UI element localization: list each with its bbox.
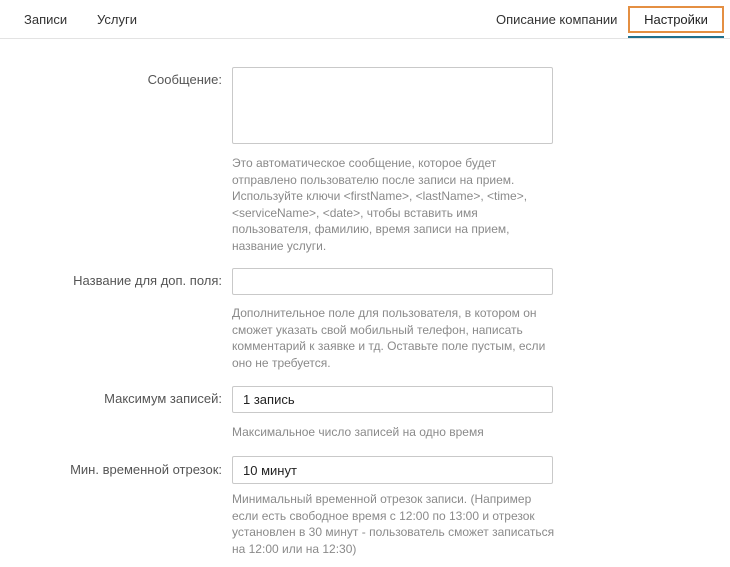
max-bookings-input[interactable] [232,386,553,413]
message-help-text: Это автоматическое сообщение, которое будет отправлено пользователю после записи на прием. Используйте ключи <firstName>, <lastName>, <time>, <serviceName>, <date>, чтобы вставить имя пользователя, фамилию, время записи на прием, название услуги. [232,156,528,253]
message-label: Сообщение: [147,72,222,87]
max-bookings-label: Максимум записей: [104,391,222,406]
min-slot-label: Мин. временной отрезок: [70,462,222,477]
message-textarea[interactable] [232,67,553,144]
active-tab-indicator [628,36,724,38]
tab-bookings[interactable]: Записи [24,12,68,27]
tab-company-description[interactable]: Описание компании [496,12,618,27]
extra-field-label: Название для доп. поля: [73,273,222,288]
extra-field-input[interactable] [232,268,553,295]
tab-services[interactable]: Услуги [97,12,137,27]
min-slot-input[interactable] [232,456,553,484]
extra-field-help-text: Дополнительное поле для пользователя, в котором он сможет указать свой мобильный телефон, написать комментарий к заявке и тд. Оставьте поле пустым, если оно не требуется. [232,306,546,370]
min-slot-help-text: Минимальный временной отрезок записи. (Например если есть свободное время с 12:00 по 13:00 и отрезок установлен в 30 минут - пользователь сможет записаться на 12:00 или на 12:30) [232,492,555,556]
max-bookings-help-text: Максимальное число записей на одно время [232,425,484,439]
tab-settings[interactable]: Настройки [628,6,724,33]
top-navigation [0,0,730,39]
